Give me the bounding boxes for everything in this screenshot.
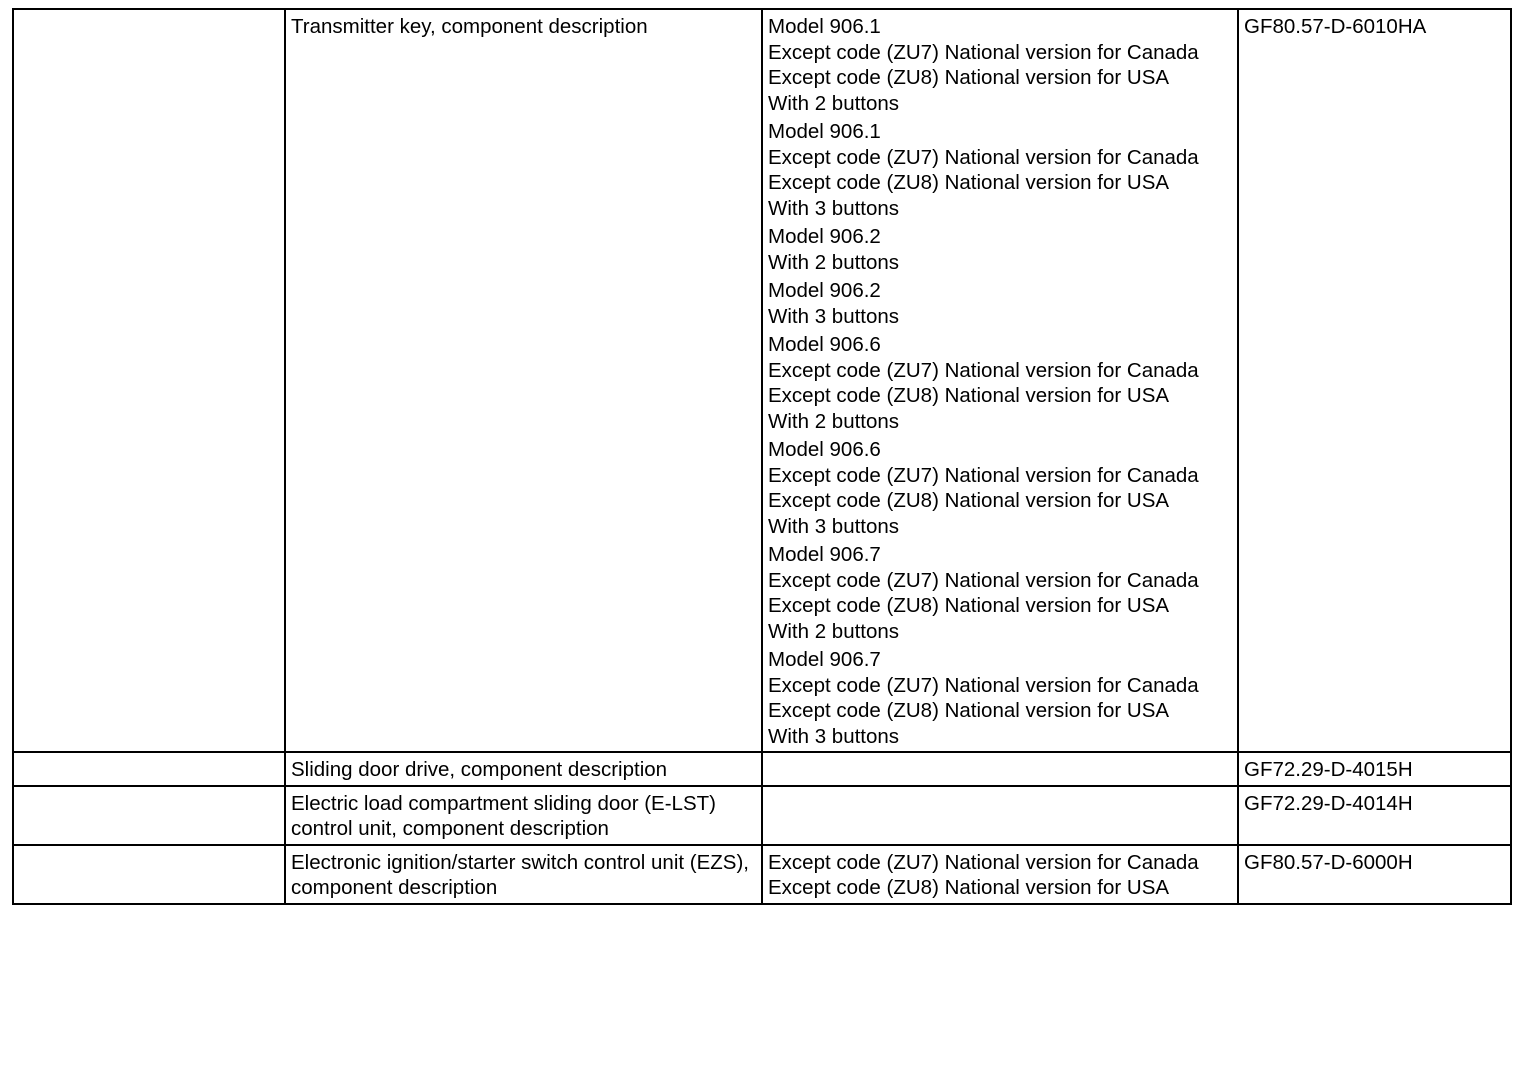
- condition-line: Except code (ZU7) National version for Canada: [768, 463, 1199, 487]
- condition-line: Except code (ZU8) National version for USA: [768, 384, 1170, 407]
- conditions-cell: [762, 752, 1238, 786]
- document-code-link[interactable]: GF80.57-D-6010HA: [1244, 15, 1427, 38]
- document-code-link[interactable]: GF72.29-D-4015H: [1244, 758, 1413, 781]
- condition-group: [768, 224, 1232, 275]
- condition-line: Model 906.6: [768, 333, 881, 356]
- document-code-link[interactable]: GF80.57-D-6000H: [1244, 850, 1413, 874]
- table-body: [13, 9, 1511, 904]
- condition-line: With 2 buttons: [768, 409, 900, 433]
- component-description-link[interactable]: Sliding door drive, component description: [291, 758, 668, 781]
- blank-cell: [13, 786, 285, 845]
- condition-group: [768, 14, 1232, 116]
- document-code-cell: [1238, 752, 1511, 786]
- condition-line: Except code (ZU7) National version for Canada: [768, 850, 1199, 874]
- condition-line: Except code (ZU7) National version for Canada: [768, 568, 1199, 592]
- description-cell: [285, 752, 762, 786]
- condition-line: Model 906.2: [768, 279, 881, 302]
- conditions-cell: [762, 9, 1238, 752]
- condition-line: With 2 buttons: [768, 619, 900, 643]
- condition-line: Except code (ZU7) National version for Canada: [768, 40, 1199, 64]
- condition-group: [768, 119, 1232, 221]
- blank-cell: [13, 752, 285, 786]
- condition-line: Except code (ZU8) National version for USA: [768, 66, 1170, 89]
- table-row: [13, 845, 1511, 904]
- condition-group: [768, 647, 1232, 749]
- component-description-link[interactable]: Electric load compartment sliding door (E-LST) control unit, component description: [291, 791, 716, 840]
- condition-group: [768, 437, 1232, 539]
- condition-group: [768, 850, 1232, 901]
- condition-line: With 2 buttons: [768, 91, 900, 115]
- blank-cell: [13, 9, 285, 752]
- condition-group: [768, 542, 1232, 644]
- description-cell: [285, 9, 762, 752]
- condition-line: Model 906.2: [768, 225, 881, 248]
- condition-line: Except code (ZU7) National version for Canada: [768, 145, 1199, 169]
- table-row: [13, 752, 1511, 786]
- description-cell: [285, 786, 762, 845]
- condition-line: With 3 buttons: [768, 304, 900, 328]
- component-description-table: [12, 8, 1512, 905]
- component-description-link[interactable]: Electronic ignition/starter switch control unit (EZS), component description: [291, 850, 749, 899]
- condition-line: With 2 buttons: [768, 250, 900, 274]
- condition-group: [768, 332, 1232, 434]
- description-cell: [285, 845, 762, 904]
- table-row: [13, 9, 1511, 752]
- condition-line: Model 906.7: [768, 648, 881, 671]
- condition-line: Except code (ZU8) National version for USA: [768, 594, 1170, 617]
- condition-group: [768, 278, 1232, 329]
- condition-line: Except code (ZU7) National version for Canada: [768, 358, 1199, 382]
- document-code-cell: [1238, 845, 1511, 904]
- document-code-cell: [1238, 786, 1511, 845]
- condition-line: Except code (ZU7) National version for Canada: [768, 673, 1199, 697]
- condition-line: Model 906.6: [768, 438, 881, 461]
- table-row: [13, 786, 1511, 845]
- condition-line: With 3 buttons: [768, 514, 900, 538]
- condition-line: Except code (ZU8) National version for USA: [768, 699, 1170, 722]
- condition-line: Model 906.1: [768, 120, 881, 143]
- condition-line: With 3 buttons: [768, 724, 900, 748]
- condition-line: Except code (ZU8) National version for USA: [768, 171, 1170, 194]
- conditions-cell: [762, 845, 1238, 904]
- condition-line: Model 906.7: [768, 543, 881, 566]
- document-code-cell: [1238, 9, 1511, 752]
- condition-line: Model 906.1: [768, 15, 881, 38]
- condition-line: Except code (ZU8) National version for USA: [768, 876, 1170, 899]
- condition-line: With 3 buttons: [768, 196, 900, 220]
- component-description-link[interactable]: Transmitter key, component description: [291, 15, 648, 38]
- condition-line: Except code (ZU8) National version for USA: [768, 489, 1170, 512]
- document-code-link[interactable]: GF72.29-D-4014H: [1244, 791, 1413, 815]
- blank-cell: [13, 845, 285, 904]
- conditions-cell: [762, 786, 1238, 845]
